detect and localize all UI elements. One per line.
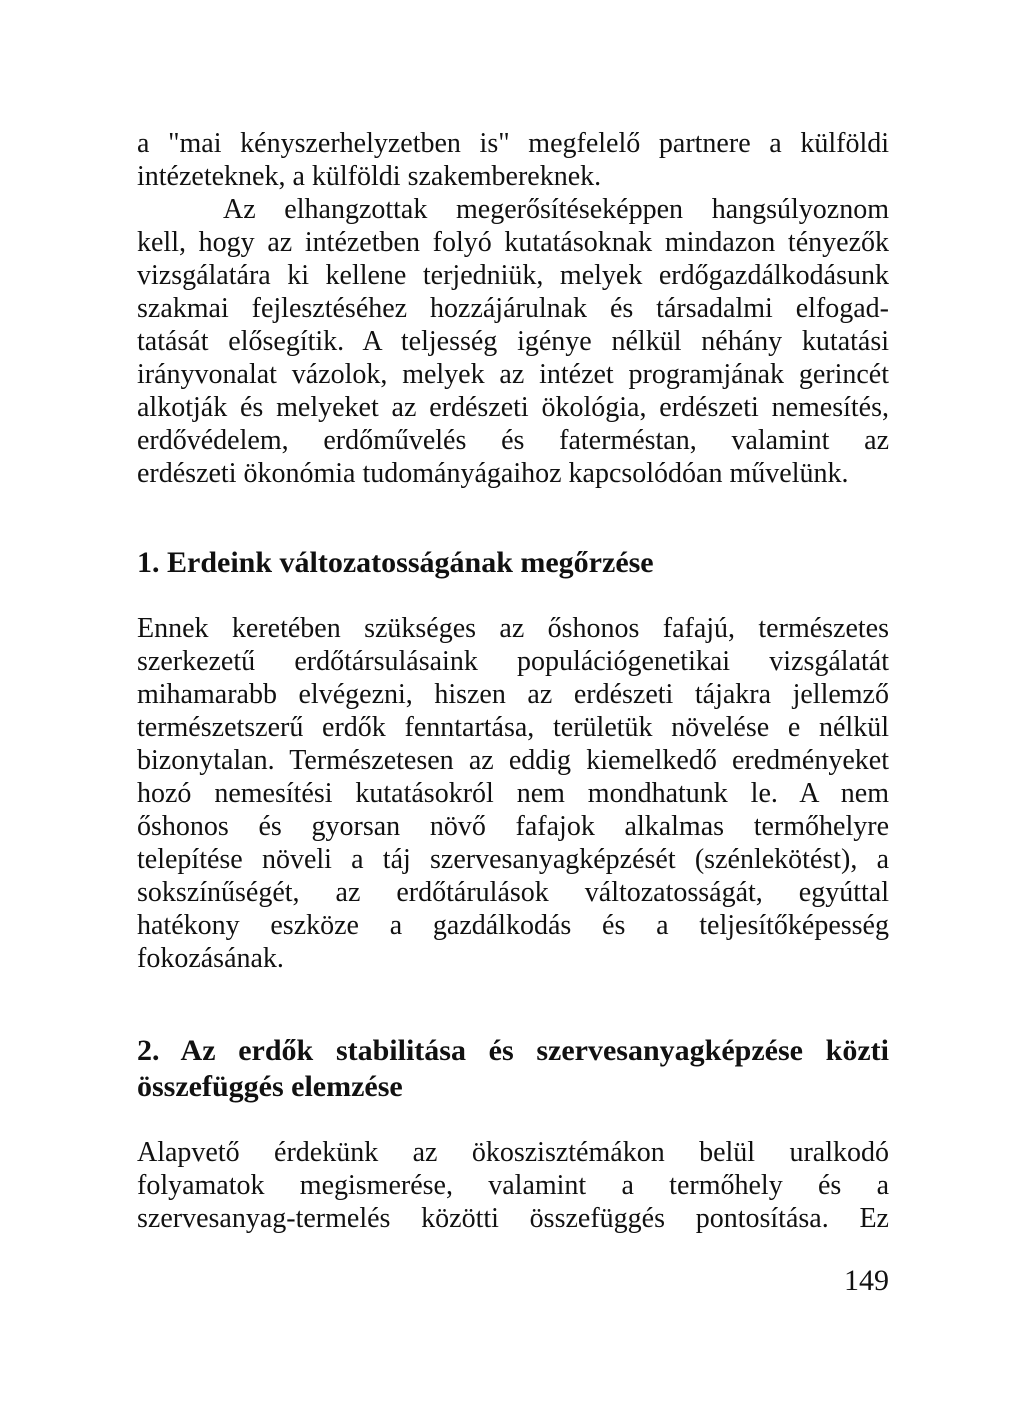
- page-number: 149: [844, 1264, 889, 1297]
- heading-line: 2. Az erdők stabilitása és szervesanyagképzése közti: [137, 1034, 889, 1067]
- text-line: hatékony eszköze a gazdálkodás és a teljesítőképesség: [137, 910, 889, 941]
- text-line: sokszínűségét, az erdőtárulások változatosságát, egyúttal: [137, 877, 889, 908]
- section-2-paragraph: [137, 1136, 889, 1235]
- text-line: irányvonalat vázolok, melyek az intézet programjának gerincét: [137, 359, 889, 390]
- text-line: vizsgálatára ki kellene terjedniük, melyek erdőgazdálkodásunk: [137, 260, 889, 291]
- heading-line: 1. Erdeink változatosságának megőrzése: [137, 546, 654, 579]
- text-line: szervesanyag-termelés közötti összefüggés pontosítása. Ez: [137, 1203, 889, 1234]
- text-line: a "mai kényszerhelyzetben is" megfelelő partnere a külföldi: [137, 128, 889, 159]
- text-line: erdészeti ökonómia tudományágaihoz kapcsolódóan művelünk.: [137, 458, 849, 489]
- heading-line: összefüggés elemzése: [137, 1070, 403, 1103]
- text-line: alkotják és melyeket az erdészeti ökológia, erdészeti nemesítés,: [137, 392, 889, 423]
- text-line: kell, hogy az intézetben folyó kutatásoknak mindazon tényezők: [137, 227, 889, 258]
- section-1-heading: [137, 545, 889, 581]
- text-line: szerkezetű erdőtársulásaink populációgenetikai vizsgálatát: [137, 646, 889, 677]
- text-line: bizonytalan. Természetesen az eddig kiemelkedő eredményeket: [137, 745, 889, 776]
- text-line: erdővédelem, erdőművelés és faterméstan, valamint az: [137, 425, 889, 456]
- text-line: telepítése növeli a táj szervesanyagképzését (szénlekötést), a: [137, 844, 889, 875]
- text-line: természetszerű erdők fenntartása, területük növelése e nélkül: [137, 712, 889, 743]
- text-line: fokozásának.: [137, 943, 284, 974]
- text-line: szakmai fejlesztéséhez hozzájárulnak és társadalmi elfogad-: [137, 293, 889, 324]
- document-page: [137, 0, 889, 1417]
- intro-paragraph: [137, 127, 889, 490]
- text-line: tatását elősegítik. A teljesség igénye nélkül néhány kutatási: [137, 326, 889, 357]
- section-2-heading: [137, 1033, 889, 1105]
- text-line: őshonos és gyorsan növő fafajok alkalmas termőhelyre: [137, 811, 889, 842]
- section-1-paragraph: [137, 612, 889, 975]
- text-line: Az elhangzottak megerősítéseképpen hangsúlyoznom: [223, 194, 889, 225]
- text-line: Ennek keretében szükséges az őshonos fafajú, természetes: [137, 613, 889, 644]
- text-line: hozó nemesítési kutatásokról nem mondhatunk le. A nem: [137, 778, 889, 809]
- text-line: mihamarabb elvégezni, hiszen az erdészeti tájakra jellemző: [137, 679, 889, 710]
- text-line: folyamatok megismerése, valamint a termőhely és a: [137, 1170, 889, 1201]
- text-line: intézeteknek, a külföldi szakembereknek.: [137, 161, 602, 192]
- text-line: Alapvető érdekünk az ökoszisztémákon belül uralkodó: [137, 1137, 889, 1168]
